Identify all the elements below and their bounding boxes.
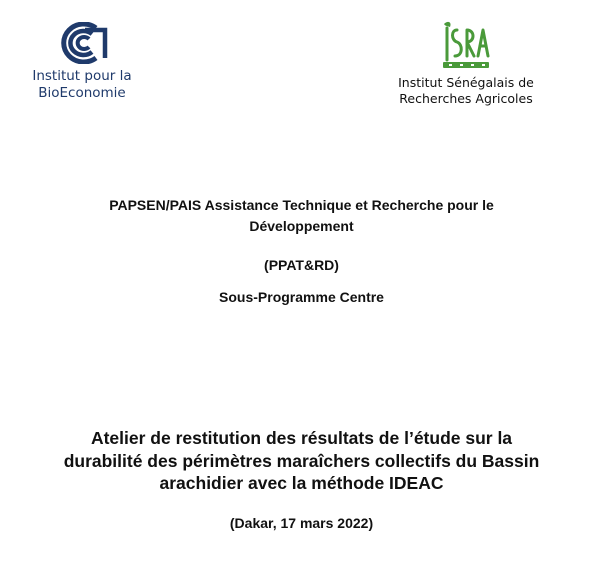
ibe-org-name: Institut pour la BioEconomie (32, 68, 132, 101)
isra-org-name: Institut Sénégalais de Recherches Agricoles (398, 75, 534, 106)
program-title-line: Développement (249, 218, 354, 234)
workshop-title-line: arachidier avec la méthode IDEAC (159, 473, 444, 493)
workshop-title-line: Atelier de restitution des résultats de l’étude sur la (90, 428, 513, 448)
program-title-line: PAPSEN/PAIS Assistance Technique et Recherche pour le (109, 197, 494, 213)
event-date: (Dakar, 17 mars 2022) (229, 515, 374, 531)
subprogram-name: Sous-Programme Centre (219, 289, 384, 305)
workshop-title (0, 427, 603, 495)
program-acronym: (PPAT&RD) (264, 257, 339, 273)
cnr-rings-icon (56, 22, 108, 64)
workshop-title-line: durabilité des périmètres maraîchers collectifs du Bassin (63, 450, 540, 471)
program-title (0, 195, 603, 237)
isra-logo-icon (440, 20, 492, 72)
ibe-logo-block (22, 22, 142, 102)
isra-logo-block (394, 20, 538, 107)
